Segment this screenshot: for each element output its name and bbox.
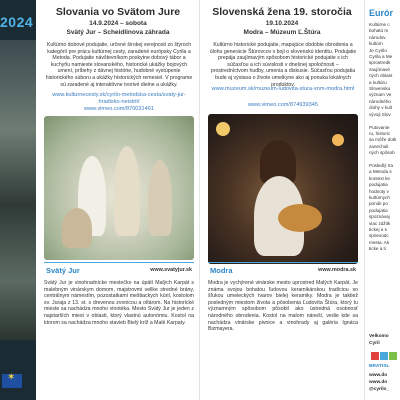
logo-square-red bbox=[371, 352, 379, 360]
location-name: Svätý Jur bbox=[46, 266, 80, 275]
location-name: Modra bbox=[210, 266, 233, 275]
left-photo-strip bbox=[0, 0, 36, 400]
event-photo bbox=[44, 116, 194, 260]
location-bar bbox=[44, 262, 194, 276]
logo-square-blue bbox=[380, 352, 388, 360]
event-link-vimeo[interactable]: www.vimeo.com/870031461 bbox=[84, 106, 154, 112]
about-panel bbox=[364, 0, 400, 400]
event-description: Kultúrno dobové podujatie, určené širokej verejnosti zo štyroch kategórií pre prácu kultúrnej cesty, zaradené európsky Cyrila a Metoda. Podujatie návštevníkom poskytne dobový tábor a kuchyňu namieste slovanského, historické ukážky bojových umení, príbehy z dávnej histórie, hudobné vystúpenie historického súboru a ukážky historických remesiel. V programe sú zaradené aj interaktívne tvorivé dielne a ukážky. bbox=[45, 42, 193, 88]
logo-caption: Velkomo bbox=[369, 334, 389, 339]
year-label: 2024 bbox=[0, 14, 34, 30]
location-url[interactable]: www.modra.sk bbox=[318, 267, 356, 273]
event-panel-modra bbox=[200, 0, 364, 400]
location-bar bbox=[208, 262, 358, 276]
location-description: Modra je vychýrené vinárske mesto uprostred Malých Karpát. Je známa svojou bohatou ľudovou keramikárskou tradíciou so šľukou umeleckých tvarov bielej keramiky. Modra je taktiež posledným miestom života a pôsobenia Ľudovíta Štúra, ktorý tu významným spôsobom pôsobil ako ústredná osobnosť národného obrodenia. Kostol na malom náneší, vedie kde sa nachádza vinárske pivnice a vinohrady aj galéria Ignáca Bizmayera. bbox=[208, 280, 358, 333]
left-photo bbox=[0, 40, 36, 340]
logo-square-green bbox=[389, 352, 397, 360]
event-date: 19.10.2024 bbox=[265, 20, 299, 27]
logo-handle[interactable]: @cyrilo_ bbox=[369, 387, 390, 392]
location-url[interactable]: www.svatyjur.sk bbox=[150, 267, 192, 273]
event-photo bbox=[208, 114, 358, 264]
event-panel-svaty-jur bbox=[36, 0, 200, 400]
about-text: Kultúrne c bohatú m národov kultúrn Je Cyrilo Cyrila a Me sprostredk zaujímavé ných oblast a kultúru Slovensku význam Ve národného úlohy v kult vývoji Slov Putovanie ru, historic sa môže dotk zanechali ných spôsob Posledlý tra a Metoda s kontext ke podujatia hodnoty v kultúrnych ponúk po podujatia spoznávaj viac zážitk tickej a s sprievodc mesta. Ak ticke a ti bbox=[369, 22, 397, 252]
sponsor-logo-block bbox=[369, 334, 400, 394]
location-description: Svätý Jur je vinohradnícke mestečko na úpätí Malých Karpát s malebným vinárskym domom, majstrovmi vellke stredné brány, centrálnym námestím, pozostatkami meštiackych kúrií, kostolom sv. Juraja z 13. st. s drevenou zvonicou a oltárom. Na historické mieste sa nachádza mnoho vinotéka. Mesto Svätý Jur je jeden z najstarších miest v oblasti, ktorý vlastnú autonómiu. Kostol na ktorom sa nachádza mnoho stavieb Bielý kríž a Malé Karpaty. bbox=[44, 280, 194, 326]
event-link-culture[interactable]: www.kulturnecesty.sk/cyrilo-metodska-cesta/svaty-jur-hradisko-neistrit/ bbox=[52, 92, 186, 105]
logo-url-1[interactable]: www.do bbox=[369, 373, 388, 378]
event-place: Modra – Múzeum Ľ.Štúra bbox=[243, 29, 321, 36]
event-link-museum[interactable]: www.muzeum.sk/muzeum-ludovita-stura-snm-modra.html bbox=[211, 86, 355, 92]
about-title: Eurór bbox=[369, 8, 394, 18]
event-place: Svätý Jur – Scheidlinova záhrada bbox=[66, 29, 170, 36]
event-date: 14.9.2024 – sobota bbox=[89, 20, 147, 27]
event-title: Slovania vo Svätom Jure bbox=[55, 6, 181, 18]
event-description: Kultúrno historické podujatie, mapujúce obdobie obrodenia a úlohu generácie Štúrovcov v boji o slovenskú identitu. Podujatie prepája zaujímavým spôsobom historické podujatie s ich súčasťou a ich súvislosti v dnešnej spoločnosti – prostredníctvom hudby, umenia a diskusie. Súčasťou podujatia bude aj výstava o živote umelkyne ako aj ponuka lokálnych produktov. bbox=[209, 42, 357, 88]
event-title: Slovenská žena 19. storočia bbox=[212, 6, 352, 18]
eu-flag-icon bbox=[2, 374, 22, 388]
event-link-vimeo[interactable]: www.vimeo.com/874939345 bbox=[248, 102, 318, 108]
logo-url-2[interactable]: www.do bbox=[369, 380, 388, 385]
logo-caption-2: Cyril bbox=[369, 341, 380, 346]
logo-city: BRATISL bbox=[369, 364, 390, 369]
